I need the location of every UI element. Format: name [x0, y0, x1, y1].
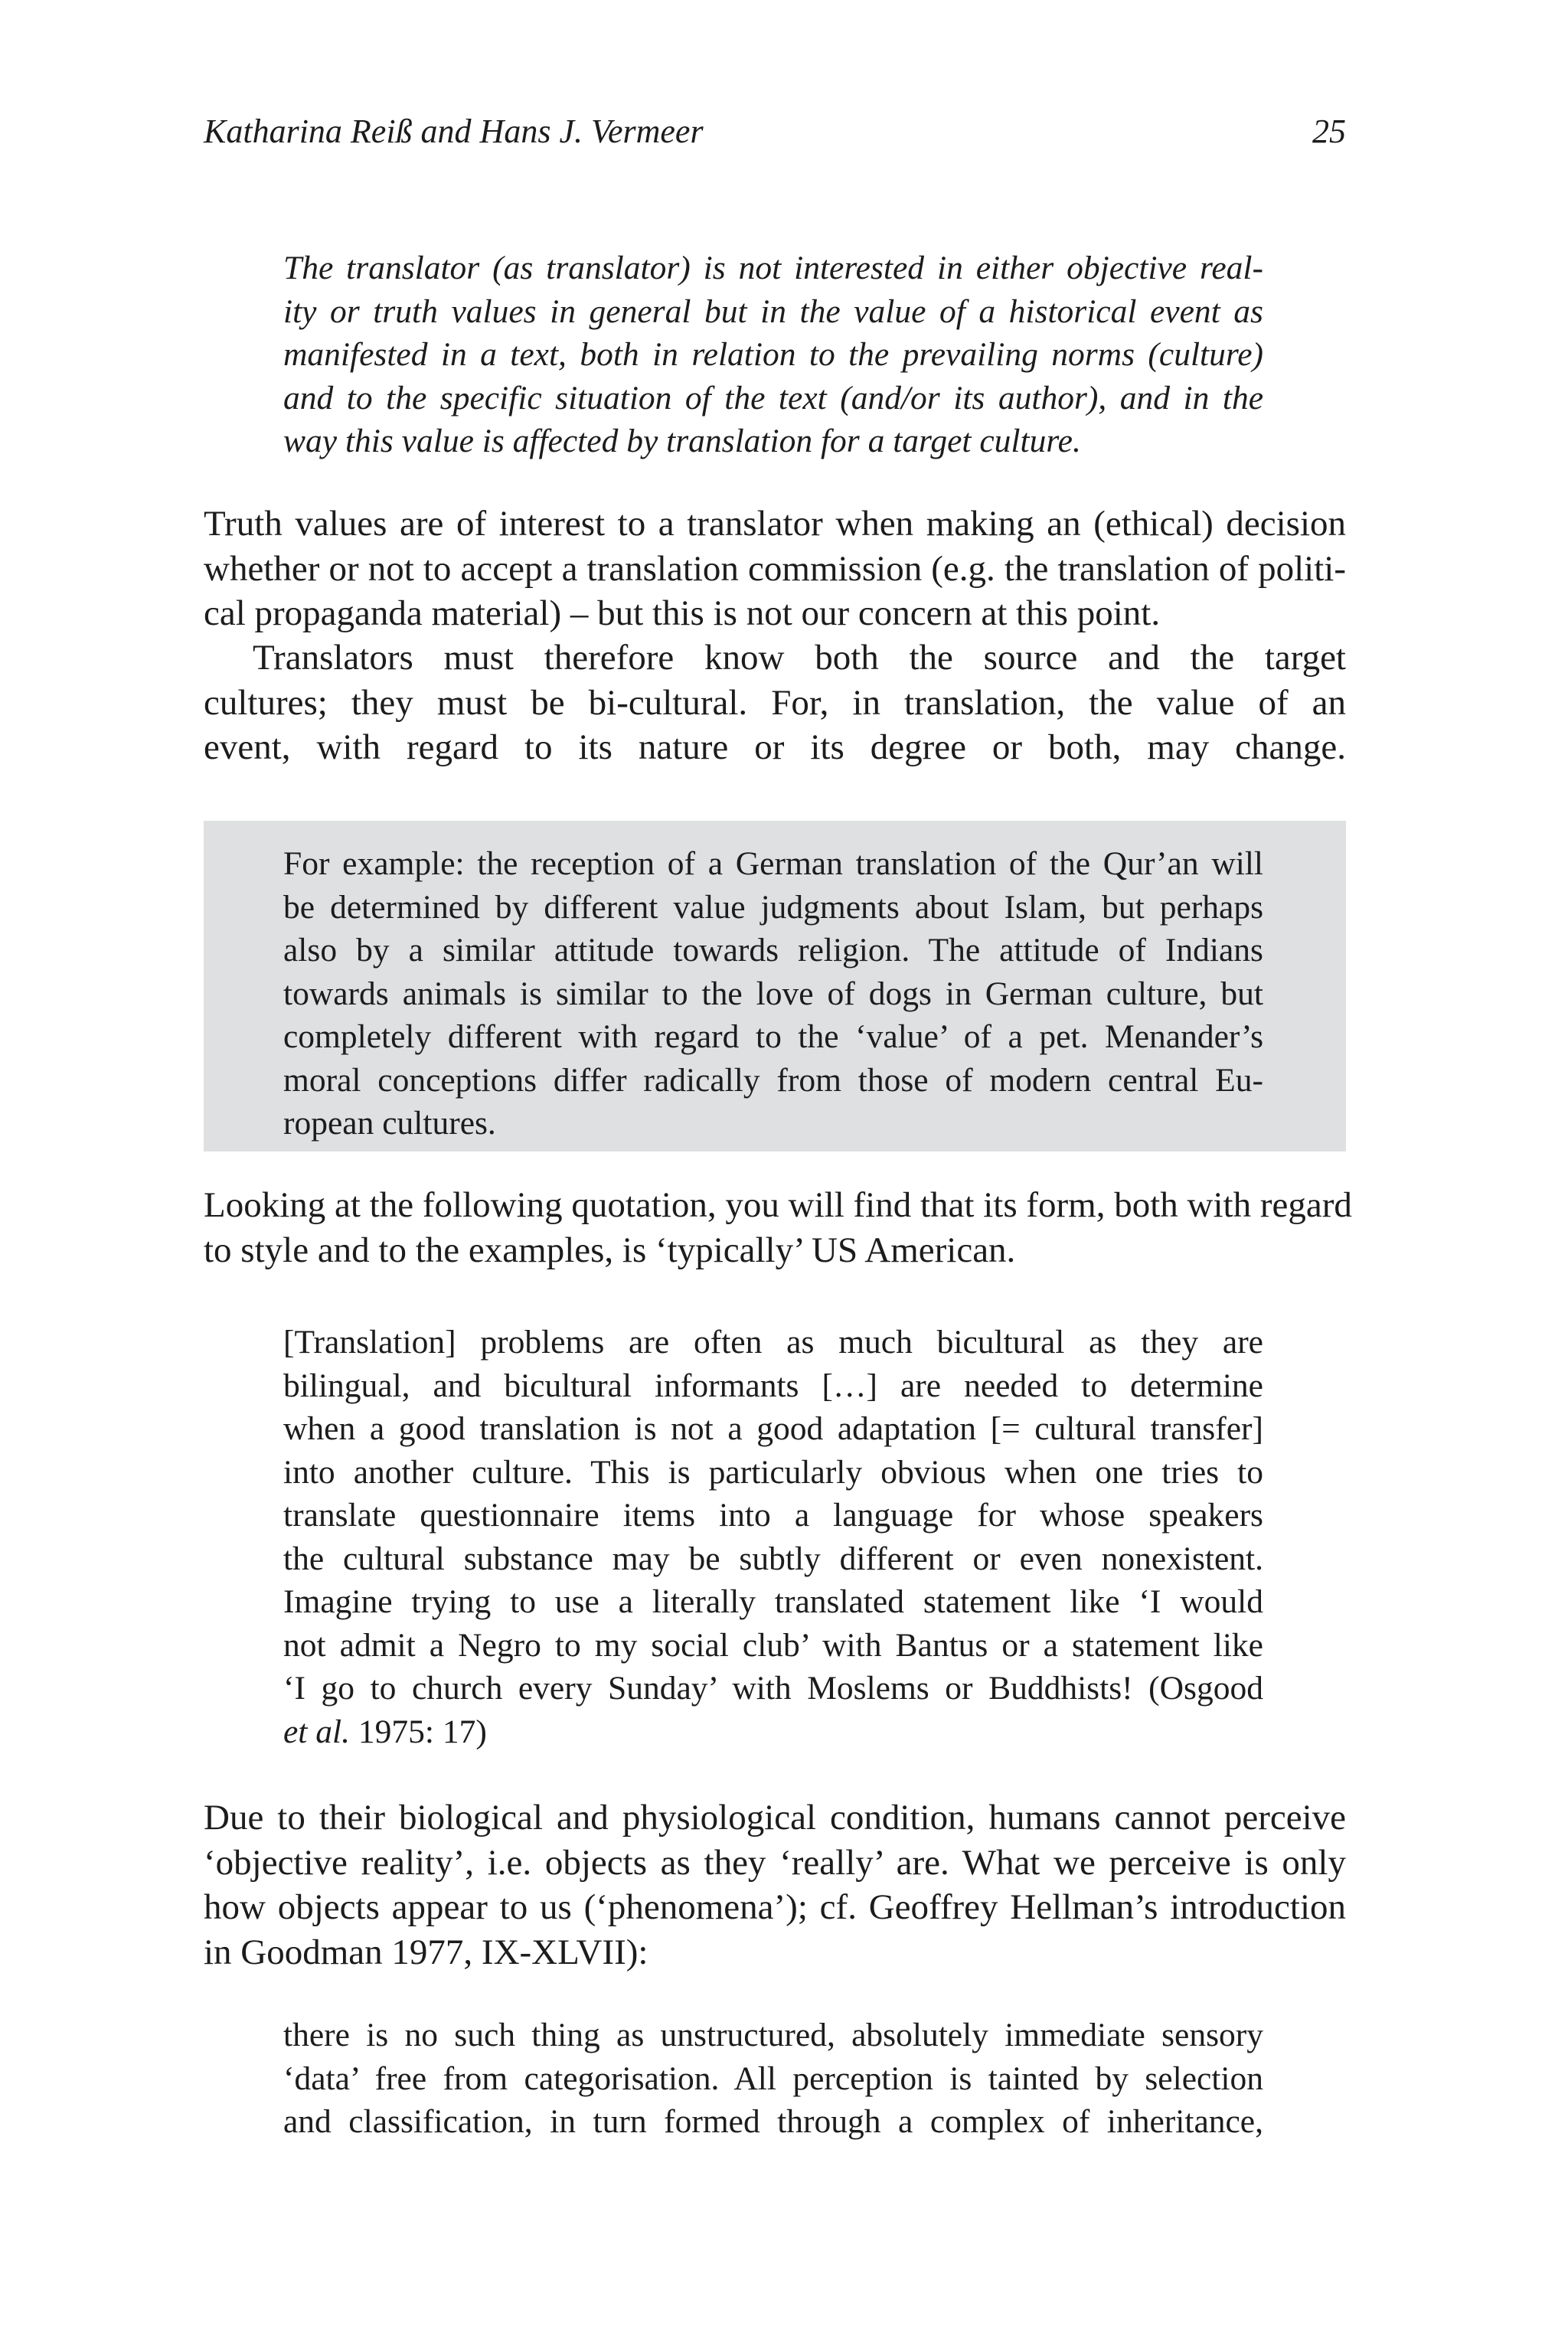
page-number: 25 [1312, 113, 1346, 150]
example-box-text [283, 842, 1263, 1145]
quote-line: there is no such thing as unstructured, absolutely immediate sensory [283, 2017, 1263, 2053]
quote-line: [Translation] problems are often as much bicultural as they are [283, 1324, 1263, 1361]
citation-line [283, 1710, 1263, 1754]
paragraph-line: whether or not to accept a translation commission (e.g. the translation of politi- [204, 548, 1346, 589]
paragraph-line: cultures; they must be bi-cultural. For, in translation, the value of an [204, 682, 1346, 723]
quote-line: The translator (as translator) is not interested in either objective real- [283, 250, 1263, 286]
quote-line: ity or truth values in general but in the value of a historical event as [283, 292, 1263, 330]
paragraph-line: to style and to the examples, is ‘typically’ US American. [204, 1230, 1016, 1270]
paragraph-line: Translators must therefore know both the source and the target [253, 638, 1346, 678]
example-line: For example: the reception of a German translation of the Qur’an will [283, 845, 1263, 882]
quote-line: ‘I go to church every Sunday’ with Moslems or Buddhists! (Osgood [283, 1670, 1263, 1707]
quote-line: and to the specific situation of the text (and/or its author), and in the [283, 379, 1263, 416]
paragraph-line: cal propaganda material) – but this is not our concern at this point. [204, 593, 1161, 633]
quote-line: ‘data’ free from categorisation. All perception is tainted by selection [283, 2060, 1263, 2097]
block-quote-translator [283, 247, 1263, 463]
example-line: towards animals is similar to the love of dogs in German culture, but [283, 975, 1263, 1012]
quote-line: when a good translation is not a good adaptation [= cultural transfer] [283, 1410, 1263, 1447]
citation-year: 1975: 17) [349, 1713, 487, 1750]
block-quote-hellman [283, 2014, 1263, 2144]
citation-et-al: et al. [283, 1713, 350, 1750]
paragraph-following-quotation [204, 1183, 1352, 1272]
quote-line: manifested in a text, both in relation to the prevailing norms (culture) [283, 336, 1263, 373]
paragraph-truth-values [204, 501, 1346, 636]
example-line: completely different with regard to the ‘value’ of a pet. Menander’s [283, 1018, 1263, 1055]
quote-line: way this value is affected by translation for a target culture. [283, 423, 1081, 459]
quote-line: the cultural substance may be subtly different or even nonexistent. [283, 1540, 1263, 1577]
paragraph-line: Truth values are of interest to a translator when making an (ethical) decision [204, 504, 1346, 544]
paragraph-perception [204, 1795, 1346, 1975]
paragraph-line: ‘objective reality’, i.e. objects as they ‘really’ are. What we perceive is only [204, 1842, 1346, 1883]
quote-line: and classification, in turn formed through a complex of inheritance, [283, 2103, 1263, 2140]
quote-line: Imagine trying to use a literally translated statement like ‘I would [283, 1583, 1263, 1620]
example-box [204, 821, 1346, 1152]
paragraph-line: Due to their biological and physiological condition, humans cannot perceive [204, 1798, 1346, 1838]
paragraph-line: in Goodman 1977, IX-XLVII): [204, 1932, 648, 1972]
quote-line: translate questionnaire items into a language for whose speakers [283, 1497, 1263, 1534]
example-line: also by a similar attitude towards religion. The attitude of Indians [283, 932, 1263, 969]
paragraph-line: Looking at the following quotation, you will find that its form, both with regard [204, 1185, 1352, 1225]
quote-line: into another culture. This is particularly obvious when one tries to [283, 1453, 1263, 1491]
example-line: be determined by different value judgments about Islam, but perhaps [283, 888, 1263, 926]
paragraph-bicultural [204, 635, 1346, 770]
quote-line: not admit a Negro to my social club’ with Bantus or a statement like [283, 1626, 1263, 1664]
paragraph-line: event, with regard to its nature or its degree or both, may change. [204, 727, 1346, 767]
paragraph-line: how objects appear to us (‘phenomena’); cf. Geoffrey Hellman’s introduction [204, 1887, 1346, 1927]
example-line: moral conceptions differ radically from those of modern central Eu- [283, 1061, 1263, 1099]
block-quote-osgood [283, 1321, 1263, 1753]
example-line: ropean cultures. [283, 1105, 496, 1142]
quote-line: bilingual, and bicultural informants […] are needed to determine [283, 1367, 1263, 1404]
running-head-author: Katharina Reiß and Hans J. Vermeer [204, 113, 704, 150]
